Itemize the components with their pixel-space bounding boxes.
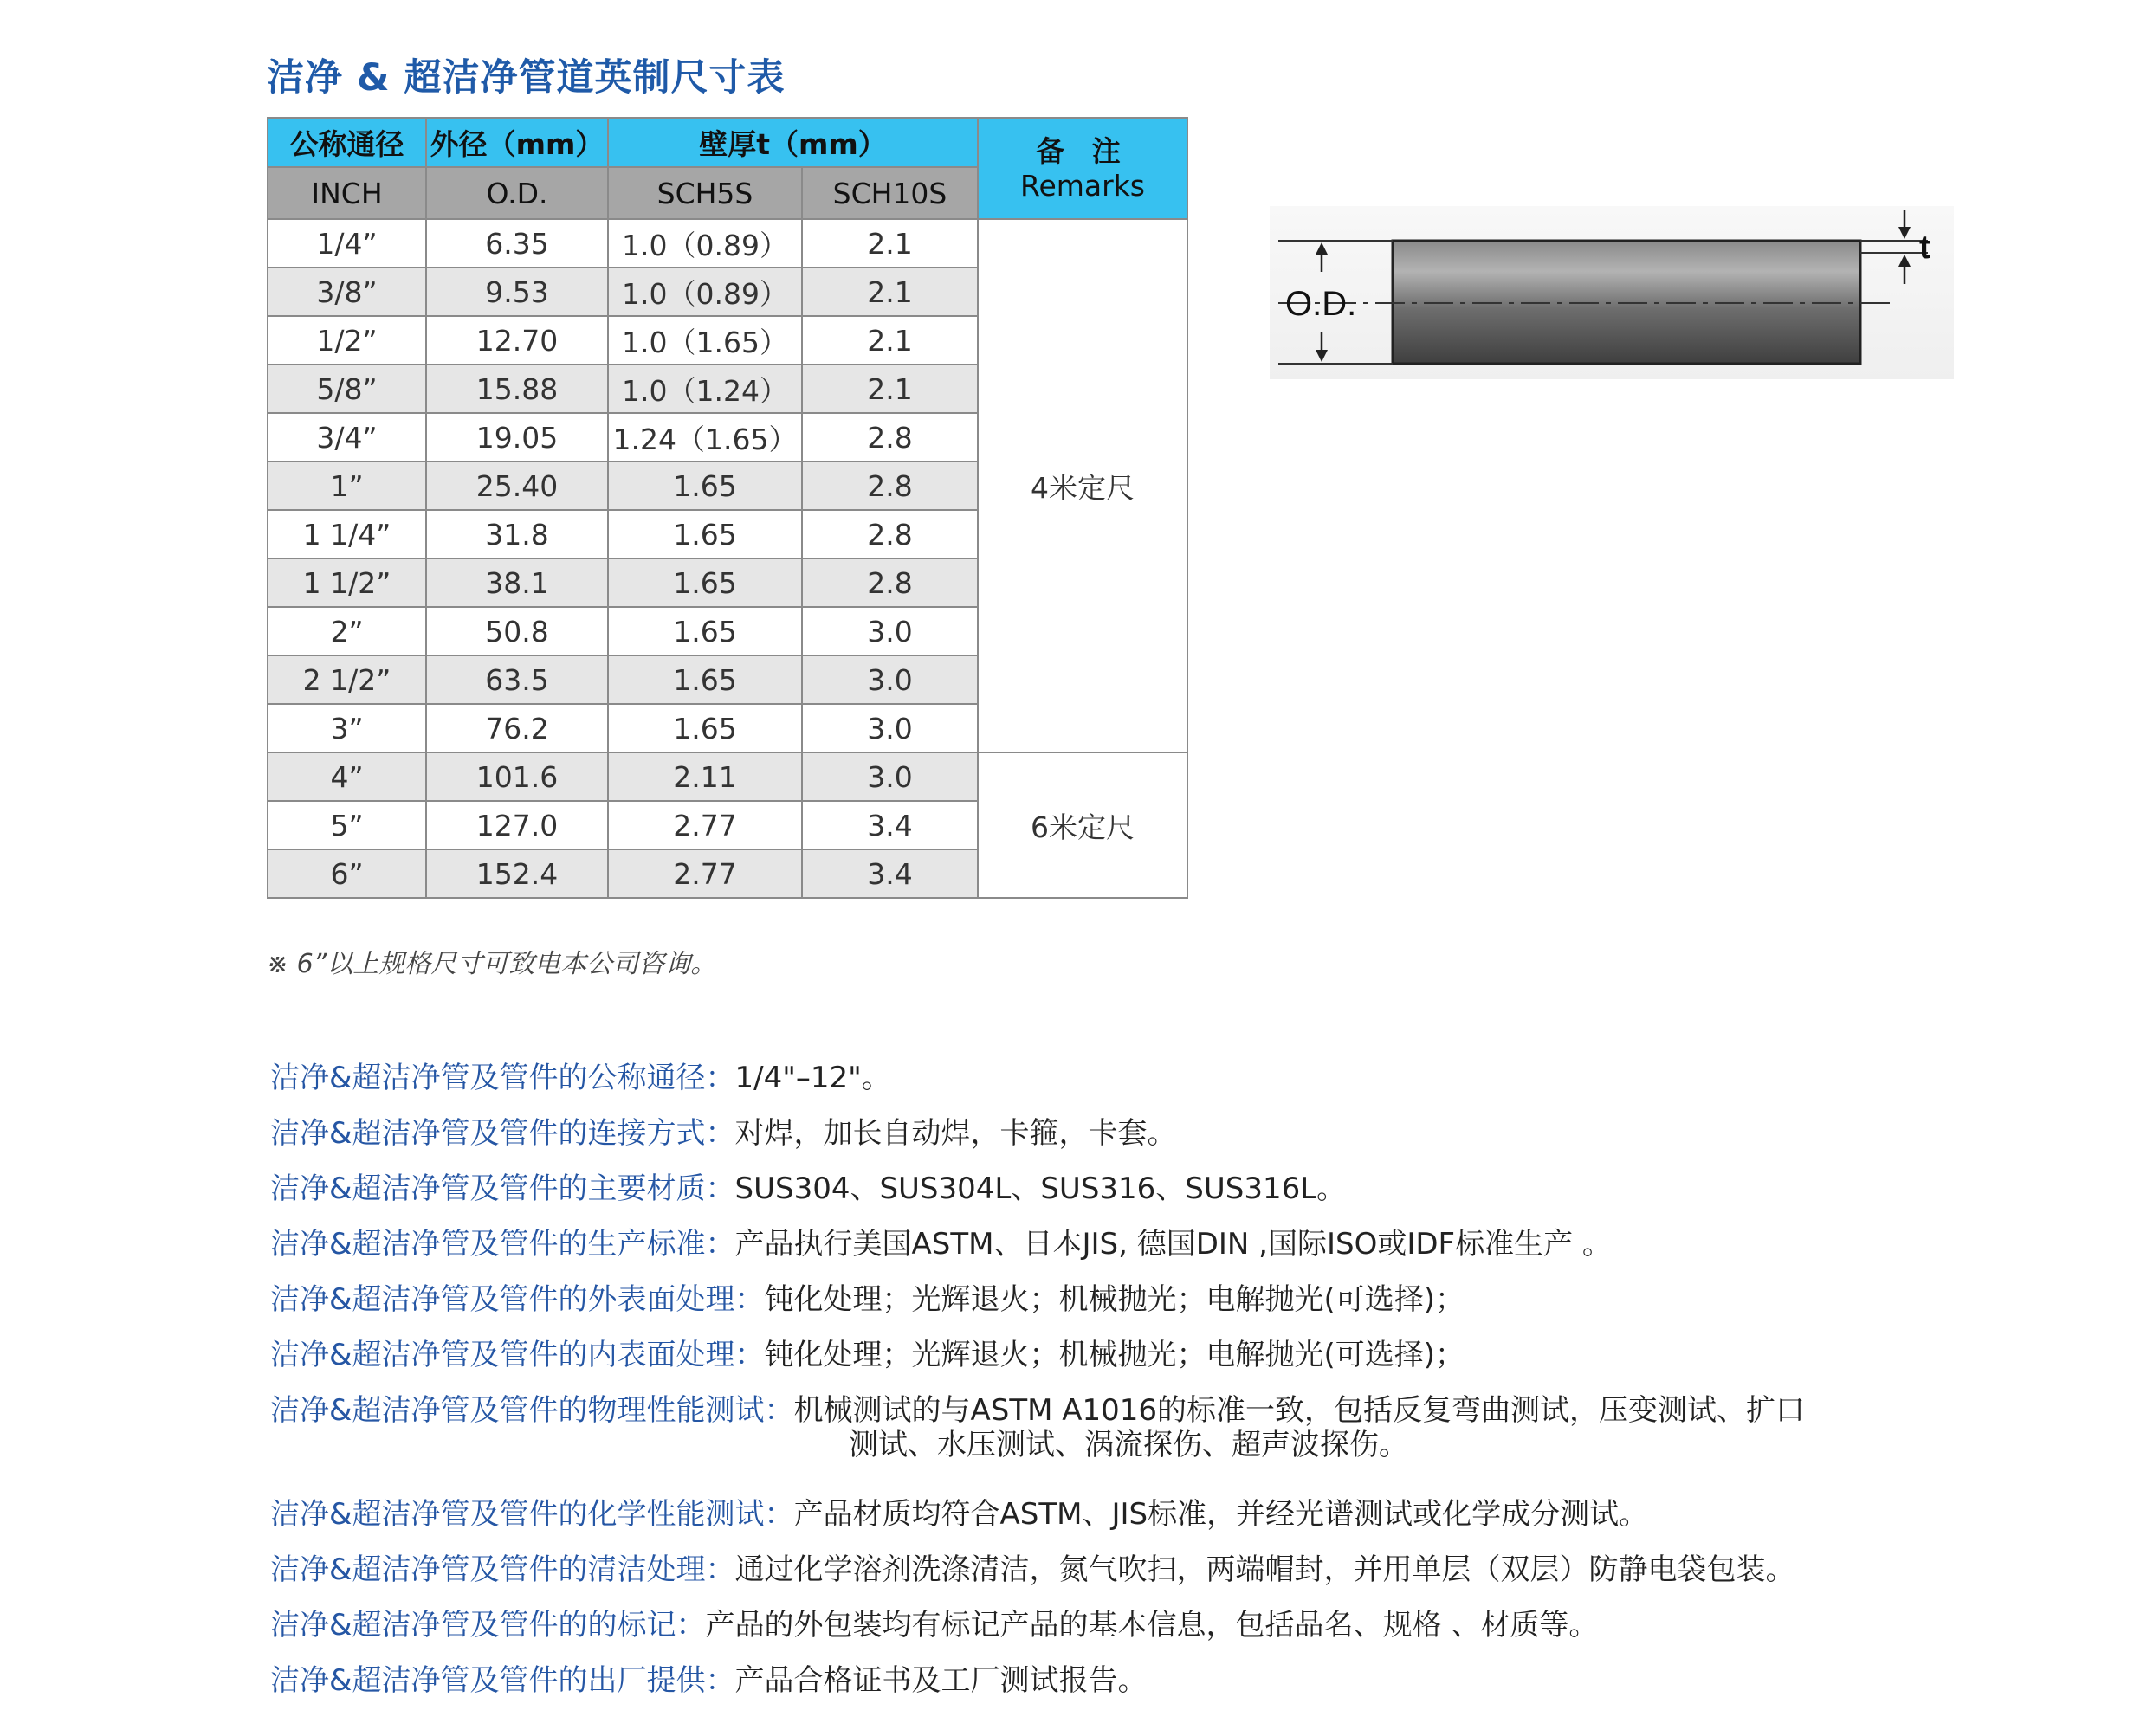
cell-sch10s: 2.8 [802, 413, 978, 461]
cell-od: 50.8 [426, 607, 608, 655]
cell-od: 25.40 [426, 461, 608, 510]
spec-line [270, 1338, 1805, 1393]
spec-value: 产品执行美国ASTM、日本JIS, 德国DIN ,国际ISO或IDF标准生产 。 [734, 1227, 1612, 1262]
od-label: O.D. [1285, 285, 1357, 323]
spec-line [270, 1227, 1805, 1282]
spec-line [270, 1061, 1805, 1116]
t-label: t [1919, 229, 1930, 266]
cell-sch5s: 1.0（1.65） [608, 316, 802, 365]
cell-inch: 1” [268, 461, 426, 510]
header-remarks [978, 118, 1187, 219]
cell-inch: 3” [268, 704, 426, 752]
spec-value: 通过化学溶剂洗涤清洁，氮气吹扫，两端帽封，并用单层（双层）防静电袋包装。 [734, 1552, 1795, 1587]
cell-sch10s: 3.0 [802, 752, 978, 801]
spec-line [270, 1608, 1805, 1663]
cell-sch10s: 2.8 [802, 510, 978, 558]
cell-od: 152.4 [426, 849, 608, 898]
cell-inch: 6” [268, 849, 426, 898]
cell-sch10s: 2.1 [802, 316, 978, 365]
dimension-table [267, 117, 1188, 899]
remark-6m: 6米定尺 [978, 752, 1187, 898]
spec-value: 产品材质均符合ASTM、JIS标准，并经光谱测试或化学成分测试。 [793, 1497, 1649, 1532]
cell-inch: 3/4” [268, 413, 426, 461]
cell-inch: 2 1/2” [268, 655, 426, 704]
header-remarks-en: Remarks [1020, 168, 1146, 203]
cell-sch5s: 2.77 [608, 801, 802, 849]
cell-od: 31.8 [426, 510, 608, 558]
cell-inch: 3/8” [268, 268, 426, 316]
cell-sch5s: 1.0（1.24） [608, 365, 802, 413]
spec-value-continued: 测试、水压测试、涡流探伤、超声波探伤。 [849, 1428, 1408, 1462]
cell-sch5s: 1.65 [608, 558, 802, 607]
cell-inch: 5” [268, 801, 426, 849]
cell-od: 15.88 [426, 365, 608, 413]
cell-inch: 4” [268, 752, 426, 801]
cell-sch10s: 2.8 [802, 558, 978, 607]
cell-sch10s: 2.1 [802, 268, 978, 316]
spec-value: SUS304、SUS304L、SUS316、SUS316L。 [734, 1171, 1347, 1206]
spec-line [270, 1497, 1805, 1552]
spec-value: 钝化处理；光辉退火；机械抛光；电解抛光(可选择)； [764, 1338, 1465, 1372]
table-body [268, 219, 1187, 898]
spec-value: 产品合格证书及工厂测试报告。 [734, 1663, 1148, 1698]
cell-sch5s: 1.65 [608, 607, 802, 655]
spec-list [270, 1061, 1805, 1719]
spec-value: 1/4"–12"。 [734, 1061, 891, 1095]
spec-line [270, 1116, 1805, 1171]
cell-sch10s: 2.1 [802, 219, 978, 268]
header-remarks-zh: 备 注 [1036, 133, 1129, 168]
spec-label: 洁净&超洁净管及管件的出厂提供： [270, 1663, 735, 1698]
cell-od: 9.53 [426, 268, 608, 316]
header-od: 外径（mm） [426, 118, 608, 167]
subheader-od: O.D. [426, 167, 608, 219]
tube-diagram [1270, 197, 1963, 388]
spec-label: 洁净&超洁净管及管件的外表面处理： [270, 1282, 765, 1317]
page-title: 洁净 & 超洁净管道英制尺寸表 [267, 56, 786, 100]
cell-od: 76.2 [426, 704, 608, 752]
cell-od: 63.5 [426, 655, 608, 704]
cell-inch: 1 1/2” [268, 558, 426, 607]
cell-od: 101.6 [426, 752, 608, 801]
cell-od: 38.1 [426, 558, 608, 607]
cell-sch5s: 1.65 [608, 655, 802, 704]
header-nominal: 公称通径 [268, 118, 426, 167]
cell-inch: 1 1/4” [268, 510, 426, 558]
spec-line [270, 1393, 1805, 1497]
spec-line [270, 1282, 1805, 1338]
cell-sch5s: 1.0（0.89） [608, 219, 802, 268]
spec-label: 洁净&超洁净管及管件的化学性能测试： [270, 1497, 794, 1532]
footnote: ※ 6”以上规格尺寸可致电本公司咨询。 [267, 949, 717, 979]
cell-od: 19.05 [426, 413, 608, 461]
spec-value: 钝化处理；光辉退火；机械抛光；电解抛光(可选择)； [764, 1282, 1465, 1317]
cell-sch5s: 1.24（1.65） [608, 413, 802, 461]
spec-label: 洁净&超洁净管及管件的物理性能测试： [270, 1393, 794, 1428]
spec-label: 洁净&超洁净管及管件的的标记： [270, 1608, 706, 1642]
spec-label: 洁净&超洁净管及管件的生产标准： [270, 1227, 735, 1262]
spec-value: 产品的外包装均有标记产品的基本信息，包括品名、规格 、材质等。 [705, 1608, 1599, 1642]
cell-od: 127.0 [426, 801, 608, 849]
cell-inch: 5/8” [268, 365, 426, 413]
cell-inch: 1/2” [268, 316, 426, 365]
cell-od: 6.35 [426, 219, 608, 268]
cell-sch5s: 1.65 [608, 510, 802, 558]
table-row [268, 219, 1187, 268]
subheader-sch5s: SCH5S [608, 167, 802, 219]
cell-sch10s: 3.0 [802, 655, 978, 704]
spec-label: 洁净&超洁净管及管件的公称通径： [270, 1061, 735, 1095]
cell-sch5s: 2.11 [608, 752, 802, 801]
cell-od: 12.70 [426, 316, 608, 365]
spec-value: 机械测试的与ASTM A1016的标准一致，包括反复弯曲测试，压变测试、扩口 [793, 1393, 1806, 1428]
cell-sch5s: 1.0（0.89） [608, 268, 802, 316]
spec-value: 对焊，加长自动焊，卡箍，卡套。 [734, 1116, 1177, 1151]
cell-sch10s: 2.8 [802, 461, 978, 510]
cell-inch: 2” [268, 607, 426, 655]
cell-sch5s: 1.65 [608, 461, 802, 510]
subheader-inch: INCH [268, 167, 426, 219]
header-wall-thickness: 壁厚t（mm） [608, 118, 978, 167]
cell-sch10s: 3.4 [802, 849, 978, 898]
spec-label: 洁净&超洁净管及管件的内表面处理： [270, 1338, 765, 1372]
cell-sch10s: 3.0 [802, 704, 978, 752]
cell-sch5s: 1.65 [608, 704, 802, 752]
cell-inch: 1/4” [268, 219, 426, 268]
table-row [268, 752, 1187, 801]
remark-4m: 4米定尺 [978, 219, 1187, 752]
subheader-sch10s: SCH10S [802, 167, 978, 219]
cell-sch10s: 3.4 [802, 801, 978, 849]
spec-line [270, 1552, 1805, 1608]
cell-sch10s: 2.1 [802, 365, 978, 413]
spec-label: 洁净&超洁净管及管件的清洁处理： [270, 1552, 735, 1587]
spec-line [270, 1663, 1805, 1719]
spec-label: 洁净&超洁净管及管件的主要材质： [270, 1171, 735, 1206]
spec-label: 洁净&超洁净管及管件的连接方式： [270, 1116, 735, 1151]
cell-sch5s: 2.77 [608, 849, 802, 898]
spec-line [270, 1171, 1805, 1227]
cell-sch10s: 3.0 [802, 607, 978, 655]
